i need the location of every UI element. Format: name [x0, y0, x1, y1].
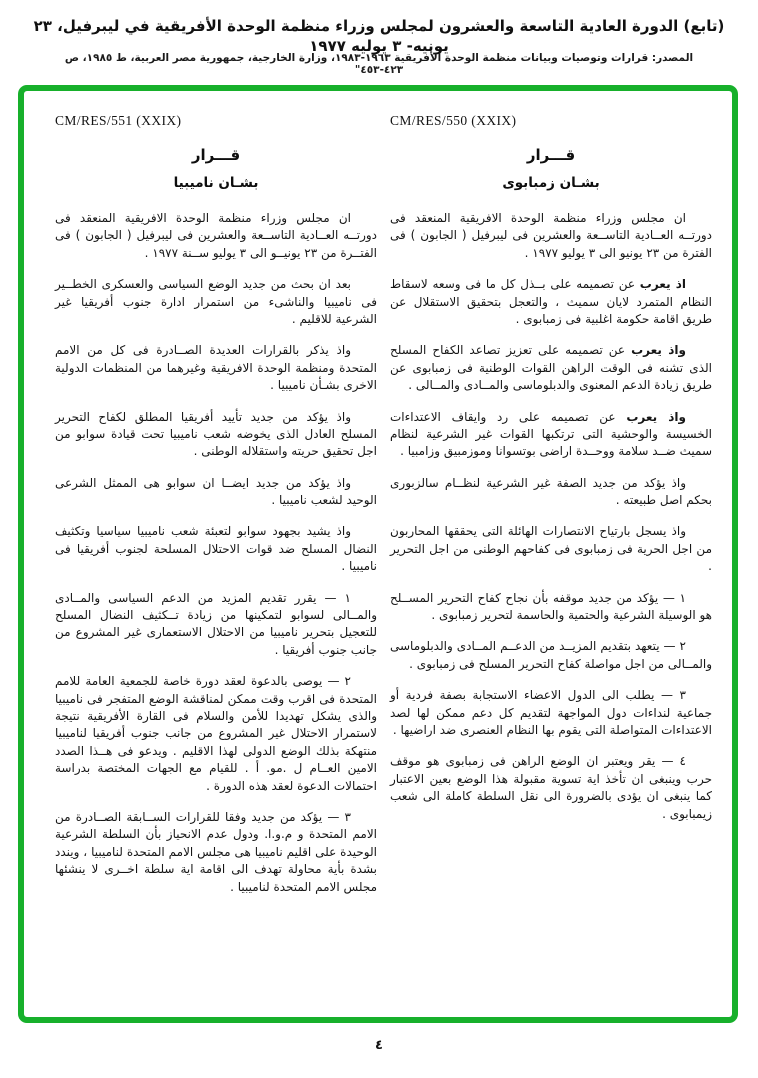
resolution-paragraph: [55, 409, 377, 461]
resolution-paragraph: [55, 475, 377, 510]
paragraph-lead: واذ يعرب: [626, 409, 686, 424]
paragraph-text: واذ يؤكد من جديد الصفة غير الشرعية لنظــام سالزبورى بحكم اصل طبيعته .: [390, 475, 712, 508]
paragraph-text: ١ — يقرر تقديم المزيد من الدعم السياسى والمــادى والمــالى لسوابو لتمكينها من زيادة تــكثيف النضال المسلح للتعجيل بتحرير ناميبيا من الاحتلال الاستعمارى غير المشروع من جانب جنوب أفريقيا .: [55, 590, 377, 657]
resolution-paragraph: [55, 210, 377, 262]
resolution-body: [390, 210, 712, 823]
paragraph-text: ٣ — يؤكد من جديد وفقا للقرارات الســابقة الصــادرة من الامم المتحدة و م.و.ا. ودول عدم الانحياز بأن السلطة الشرعية الوحيدة على اقليم ناميبيا هى مجلس الامم المتحدة لناميبيا ، ويندد بشدة بأية محاولة تهدف الى اقامة اية سلطة اخــرى لا ينشئها مجلس الامم المتحدة لناميبيا .: [55, 809, 377, 894]
paragraph-text: عن تصميمه على تعزيز تصاعد الكفاح المسلح الذى تشنه فى الوقت الراهن القوات الوطنية فى زمبابوى عن طريق زيادة الدعم المعنوى والدبلوماسى والمــادى والمــالى .: [390, 343, 712, 393]
paragraph-text: واذ يسجل بارتياح الانتصارات الهائلة التى يحققها المحاربون من اجل الحرية فى زمبابوى فى كفاحهم الوطنى من اجل التحرير .: [390, 524, 712, 574]
paragraph-lead: اذ يعرب: [639, 277, 686, 292]
paragraph-text: ٢ — يتعهد بتقديم المزيــد من الدعــم المــادى والدبلوماسى والمــالى من اجل مواصلة كفاح التحرير المسلح فى زمبابوى .: [390, 639, 712, 671]
resolution-paragraph: [390, 342, 712, 394]
resolution-paragraph: [55, 276, 377, 328]
paragraph-text: واذ يشيد بجهود سوابو لتعبئة شعب ناميبيا سياسيا وتكثيف النضال المسلح ضد قوات الاحتلال المسلحة لجنوب أفريقيا فى ناميبيا .: [55, 524, 377, 574]
resolution-paragraph: [55, 523, 377, 575]
resolution-paragraph: [55, 590, 377, 660]
paragraph-text: عن تصميمه على بــذل كل ما فى وسعه لاسقاط النظام المتمرد لايان سميث ، والتعجل بتحقيق الاستقلال عن طريق اقامة حكومة اغلبية فى زمبابوى .: [390, 277, 712, 326]
paragraph-text: ان مجلس وزراء منظمة الوحدة الافريقية المنعقد فى دورتــه العــادية التاســعة والعشرين فى ليبرفيل ( الجابون ) فى الفترة من ٢٣ يونيو الى ٣ يوليو ١٩٧٧ .: [390, 211, 712, 260]
document-header-title: (تابع) الدورة العادية التاسعة والعشرون لمجلس وزراء منظمة الوحدة الأفريقية في ليبرفيل، ٢٣ يونيه- ٣ يوليه ١٩٧٧: [33, 17, 725, 56]
paragraph-text: ٣ — يطلب الى الدول الاعضاء الاستجابة بصفة فردية أو جماعية لنداءات دول المواجهة لتقديم كل دعم ممكن لها لصد الاعتداءات المتواصلة التى يقوم بها النظام العنصرى ضد اراضيها .: [390, 688, 712, 737]
resolution-paragraph: [55, 809, 377, 896]
paragraph-text: واذ يؤكد من جديد تأييد أفريقيا المطلق لكفاح التحرير المسلح العادل الذى يخوضه شعب ناميبيا تحت قيادة سوابو من اجل تحقيق حريته واستقلاله الوطنى .: [55, 409, 377, 459]
paragraph-text: عن تصميمه على رد وايقاف الاعتداءات الخسيسة والوحشية التى ترتكبها القوات غير الشرعية لنظام سميث ضــد سلامة ووحــدة اراضى بوتسوانا وموزمبيق وزامبيا .: [390, 409, 712, 459]
resolution-paragraph: [390, 210, 712, 262]
paragraph-text: ٢ — يوصى بالدعوة لعقد دورة خاصة للجمعية العامة للامم المتحدة فى اقرب وقت ممكن لمناقشة الوضع المتفجر فى ناميبيا والذى يشكل تهديدا للأمن والسلام فى القارة الأفريقية نتيجة لاستمرار الاحتلال غير المشروع من جانب جنوب أفريقيا لناميبيا منتهكة بذلك الوضع الدولى لهذا الاقليم . ويدعو فى هــذا الصدد الامين العــام ل .مو. أ . للقيام مع الجهات المختصة بدراسة احتمالات الدعوة لعقد هذه الدورة .: [55, 674, 377, 793]
paragraph-text: ان مجلس وزراء منظمة الوحدة الافريقية المنعقد فى دورتــه العــادية التاســعة والعشرين فى ليبرفيل ( الجابون ) فى الفتــرة من ٢٣ يونيــو الى ٣ يوليو ســنة ١٩٧٧ .: [55, 211, 377, 260]
resolution-body: [55, 210, 377, 896]
resolution-paragraph: [390, 409, 712, 461]
resolution-paragraph: [55, 673, 377, 795]
green-frame-border: [18, 85, 738, 1023]
paragraph-text: بعد ان بحث من جديد الوضع السياسى والعسكرى الخطــير فى ناميبيا والناشىء من استمرار ادارة جنوب أفريقيا غير الشرعية للاقليم .: [55, 277, 377, 326]
resolution-paragraph: [390, 687, 712, 739]
paragraph-text: ١ — يؤكد من جديد موقفه بأن نجاح كفاح التحرير المســلح هو الوسيلة الشرعية والحتمية والحاسمة لتحرير زمبابوى .: [390, 590, 712, 623]
resolution-paragraph: [55, 342, 377, 394]
paragraph-text: ٤ — يقر ويعتبر ان الوضع الراهن فى زمبابوى هو موقف حرب وينبغى ان تأخذ اية تسوية مقبولة هذا الوضع بعين الاعتبار كما ينبغى ان يؤدى بالضرورة الى نقل السلطة كاملة الى شعب زيمبابوى .: [390, 754, 712, 821]
resolution-subtitle: بشـان زمبابوى: [502, 175, 600, 191]
resolution-title: قـــرار: [526, 146, 576, 164]
page-number: ٤: [375, 1038, 383, 1053]
paragraph-lead: واذ يعرب: [631, 343, 686, 358]
resolution-paragraph: [390, 523, 712, 575]
resolution-number: CM/RES/550 (XXIX): [390, 113, 517, 128]
resolution-subtitle: بشـان ناميبيا: [173, 175, 259, 191]
resolution-paragraph: [390, 753, 712, 823]
resolution-paragraph: [390, 276, 712, 328]
resolution-column-551: [55, 113, 377, 910]
resolution-title: قـــرار: [191, 146, 241, 164]
resolution-paragraph: [390, 638, 712, 673]
resolution-paragraph: [390, 475, 712, 510]
resolution-number: CM/RES/551 (XXIX): [55, 113, 182, 128]
document-source-line: المصدر: قرارات وتوصيات وبيانات منظمة الوحدة الأفريقية ١٩٦٣-١٩٨٣، وزارة الخارجية، جمهورية مصر العربية، ط ١٩٨٥، ص ٤٢٣-٤٥٣": [64, 52, 694, 76]
paragraph-text: واذ يذكر بالقرارات العديدة الصــادرة فى كل من الامم المتحدة ومنظمة الوحدة الافريقية وغيرهما من المنظمات الدولية الاخرى بشـأن ناميبيا .: [55, 343, 377, 393]
paragraph-text: واذ يؤكد من جديد ايضــا ان سوابو هى الممثل الشرعى الوحيد لشعب ناميبيا .: [55, 475, 377, 508]
resolution-column-550: [390, 113, 712, 837]
resolution-paragraph: [390, 590, 712, 625]
